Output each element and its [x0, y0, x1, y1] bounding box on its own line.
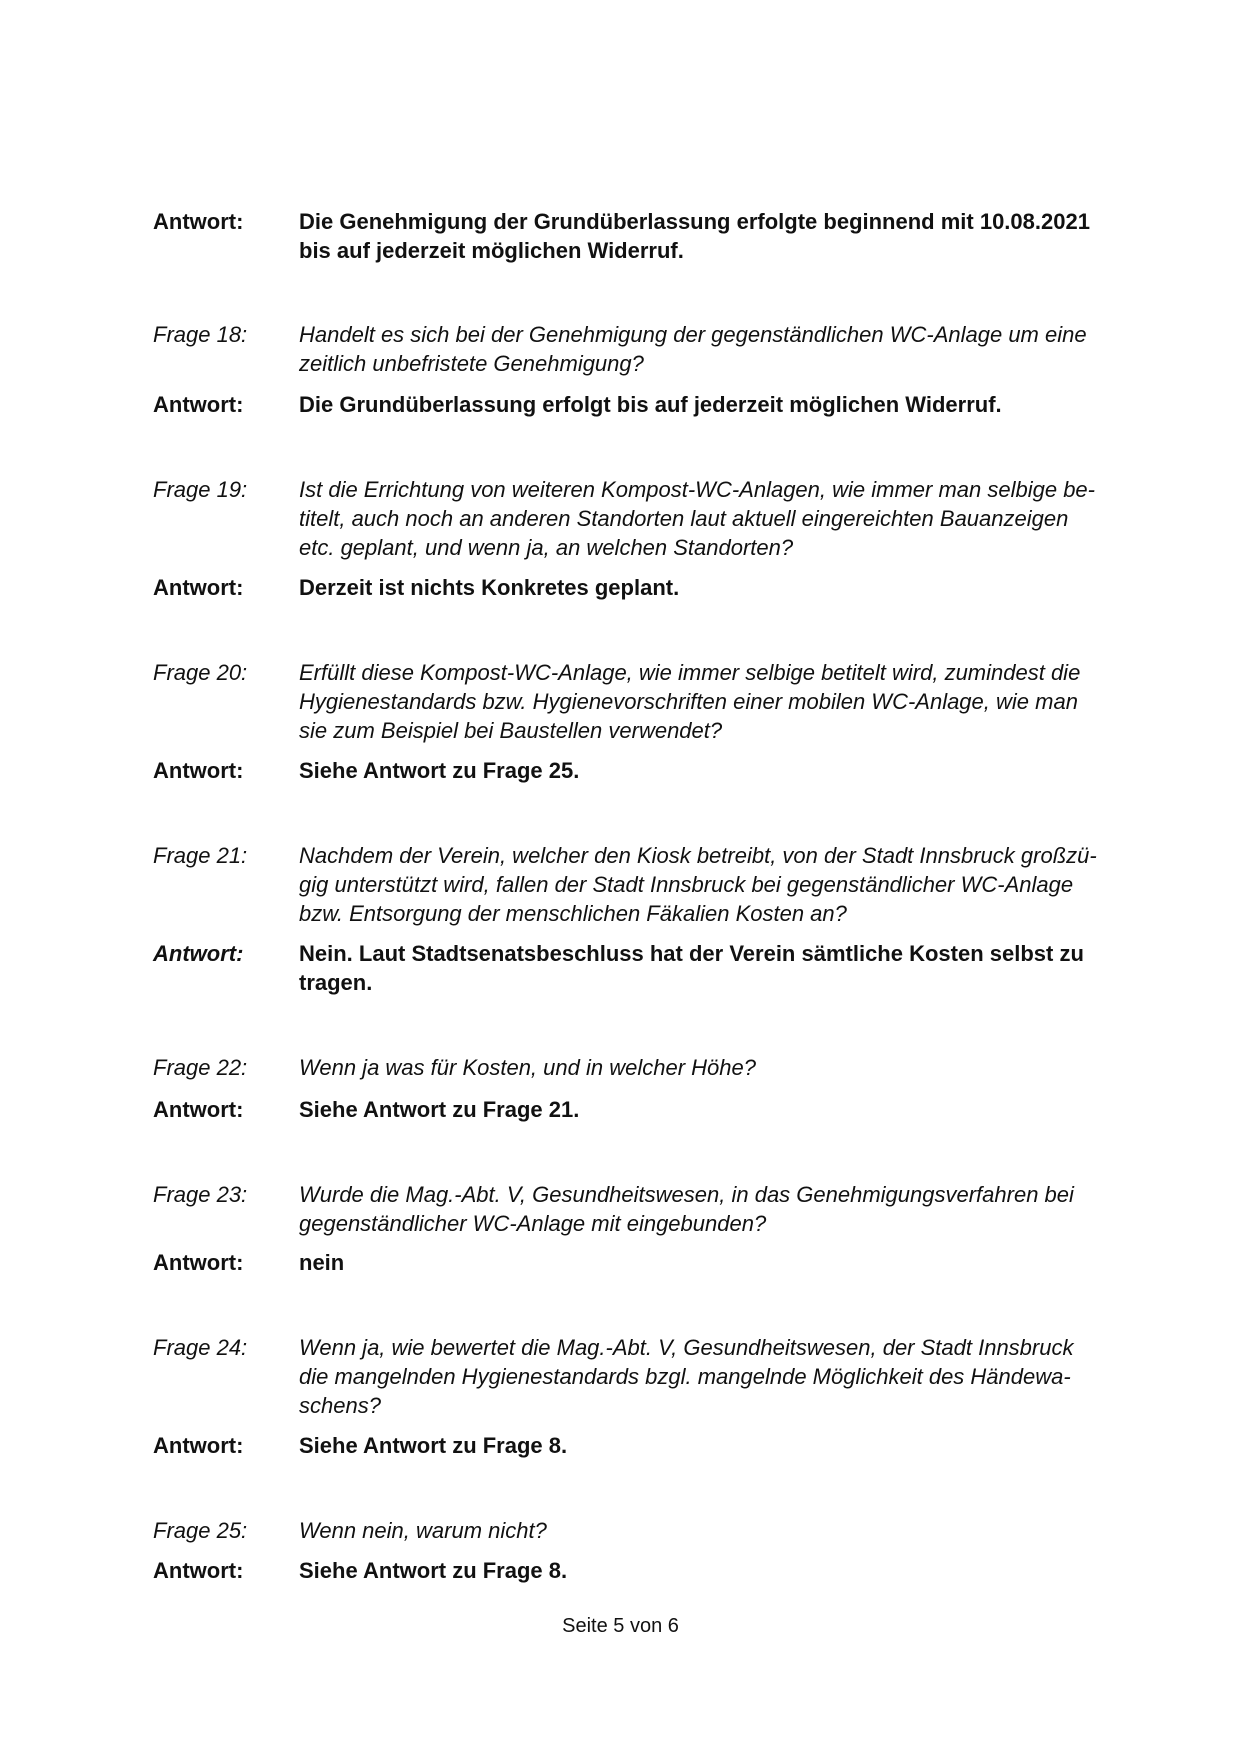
answer-text: nein: [299, 1250, 345, 1275]
answer-label: Antwort:: [153, 758, 244, 783]
question-text: Ist die Errichtung von weiteren Kompost-WC-Anlagen, wie immer man selbige be- titelt, auch noch an anderen Standorten laut aktuell eingereichten Bauanzeigen etc. geplant, und wenn ja, an welchen Standorten?: [299, 477, 1095, 560]
question-label: Frage 21:: [153, 843, 248, 868]
answer-text: Nein. Laut Stadtsenatsbeschluss hat der Verein sämtliche Kosten selbst zu tragen.: [299, 941, 1084, 995]
question-text: Wenn ja was für Kosten, und in welcher Höhe?: [299, 1055, 756, 1080]
answer-text: Siehe Antwort zu Frage 8.: [299, 1433, 568, 1458]
question-label: Frage 24:: [153, 1335, 248, 1360]
question-text: Wenn ja, wie bewertet die Mag.-Abt. V, Gesundheitswesen, der Stadt Innsbruck die mangelnden Hygienestandards bzgl. mangelnde Möglichkeit des Händewa- schens?: [299, 1335, 1074, 1418]
question-text: Wenn nein, warum nicht?: [299, 1518, 547, 1543]
question-label: Frage 20:: [153, 660, 248, 685]
answer-label: Antwort:: [153, 209, 244, 234]
answer-label: Antwort:: [153, 941, 244, 966]
page-number: Seite 5 von 6: [562, 1615, 679, 1637]
answer-text: Siehe Antwort zu Frage 21.: [299, 1097, 580, 1122]
answer-label: Antwort:: [153, 392, 244, 417]
question-label: Frage 25:: [153, 1518, 248, 1543]
answer-text: Die Grundüberlassung erfolgt bis auf jederzeit möglichen Widerruf.: [299, 392, 1002, 417]
answer-text: Derzeit ist nichts Konkretes geplant.: [299, 575, 680, 600]
question-label: Frage 23:: [153, 1182, 248, 1207]
question-text: Erfüllt diese Kompost-WC-Anlage, wie immer selbige betitelt wird, zumindest die Hygienestandards bzw. Hygienevorschriften einer mobilen WC-Anlage, wie man sie zum Beispiel bei Baustellen verwendet?: [299, 660, 1081, 743]
answer-label: Antwort:: [153, 1433, 244, 1458]
question-label: Frage 22:: [153, 1055, 248, 1080]
question-text: Nachdem der Verein, welcher den Kiosk betreibt, von der Stadt Innsbruck großzü- gig unterstützt wird, fallen der Stadt Innsbruck bei gegenständlicher WC-Anlage bzw. Entsorgung der menschlichen Fäkalien Kosten an?: [299, 843, 1097, 926]
question-text: Wurde die Mag.-Abt. V, Gesundheitswesen, in das Genehmigungsverfahren bei gegenständlicher WC-Anlage mit eingebunden?: [299, 1182, 1074, 1236]
answer-text: Die Genehmigung der Grundüberlassung erfolgte beginnend mit 10.08.2021 bis auf jederzeit möglichen Widerruf.: [299, 209, 1090, 263]
answer-label: Antwort:: [153, 1097, 244, 1122]
answer-label: Antwort:: [153, 1250, 244, 1275]
question-text: Handelt es sich bei der Genehmigung der gegenständlichen WC-Anlage um eine zeitlich unbefristete Genehmigung?: [299, 322, 1087, 376]
answer-text: Siehe Antwort zu Frage 8.: [299, 1558, 568, 1583]
answer-label: Antwort:: [153, 575, 244, 600]
question-label: Frage 19:: [153, 477, 248, 502]
question-label: Frage 18:: [153, 322, 248, 347]
answer-label: Antwort:: [153, 1558, 244, 1583]
answer-text: Siehe Antwort zu Frage 25.: [299, 758, 580, 783]
